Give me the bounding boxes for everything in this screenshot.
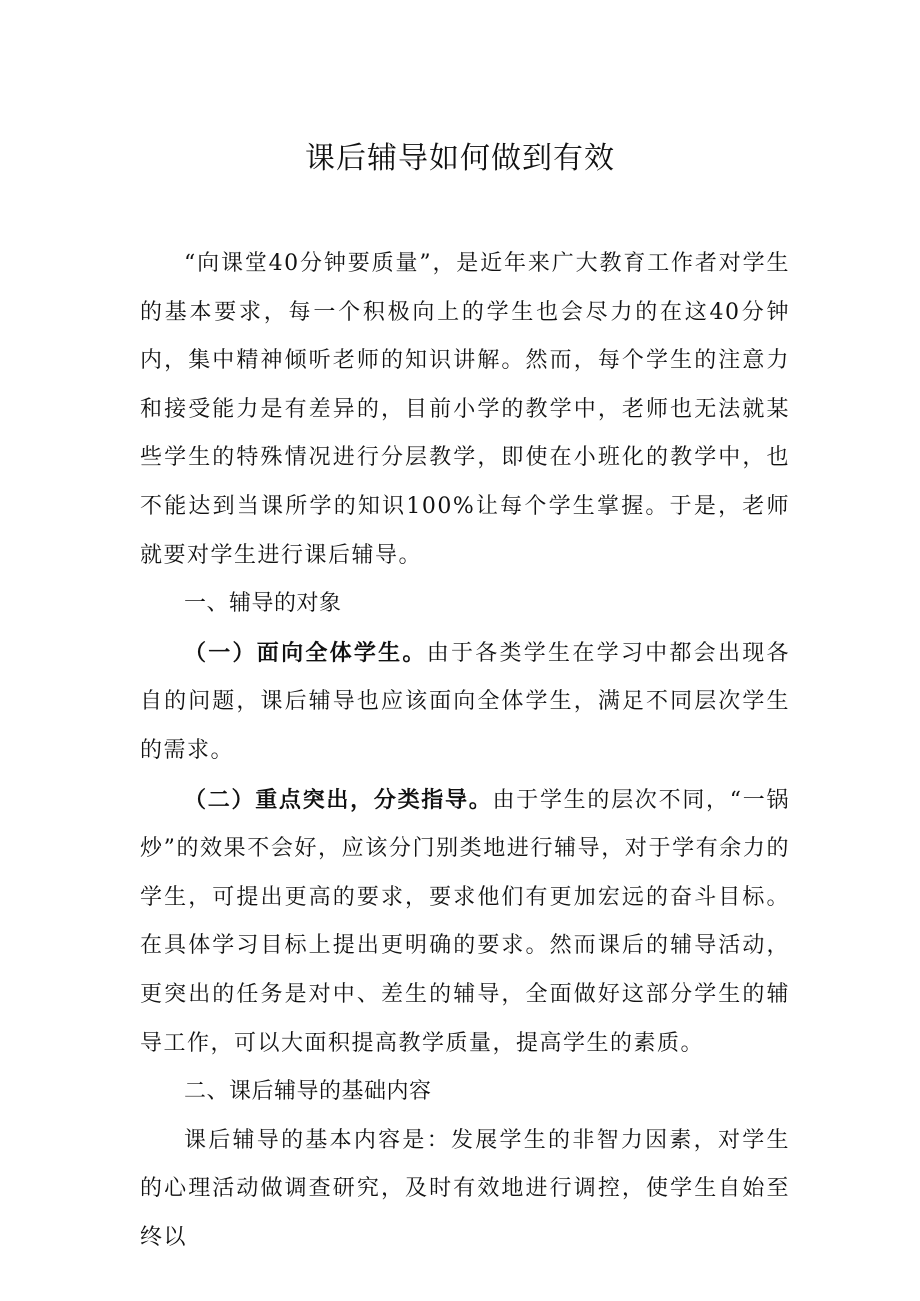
section1-item1-text: 由于各类学生在学习中都会出现各自的问题，课后辅导也应该面向全体学生，满足不同层次学生的需求。 (140, 640, 790, 763)
section-heading-1: 一、辅导的对象 (184, 591, 342, 617)
document-body (140, 240, 790, 1262)
section1-item2-lead: （二）重点突出，分类指导。 (184, 786, 493, 813)
document-title: 课后辅导如何做到有效 (305, 141, 615, 176)
section1-item1-paragraph (140, 629, 790, 776)
section1-item1-lead: （一）面向全体学生。 (184, 639, 427, 666)
intro-paragraph: “向课堂40分钟要质量”，是近年来广大教育工作者对学生的基本要求，每一个积极向上的学生也会尽力的在这40分钟内，集中精神倾听老师的知识讲解。然而，每个学生的注意力和接受能力是有差异的，目前小学的教学中，老师也无法就某些学生的特殊情况进行分层教学，即使在小班化的教学中，也不能达到当课所学的知识100%让每个学生掌握。于是，老师就要对学生进行课后辅导。 (140, 251, 790, 568)
section1-item2-paragraph (140, 776, 790, 1069)
section-heading-2: 二、课后辅导的基础内容 (184, 1079, 432, 1105)
section1-item2-text: 由于学生的层次不同，“一锅炒”的效果不会好，应该分门别类地进行辅导，对于学有余力的学生，可提出更高的要求，要求他们有更加宏远的奋斗目标。在具体学习目标上提出更明确的要求。然而课后的辅导活动，更突出的任务是对中、差生的辅导，全面做好这部分学生的辅导工作，可以大面积提高教学质量，提高学生的素质。 (140, 787, 790, 1056)
section2-paragraph-1: 课后辅导的基本内容是：发展学生的非智力因素，对学生的心理活动做调查研究，及时有效地进行调控，使学生自始至终以 (140, 1127, 790, 1250)
